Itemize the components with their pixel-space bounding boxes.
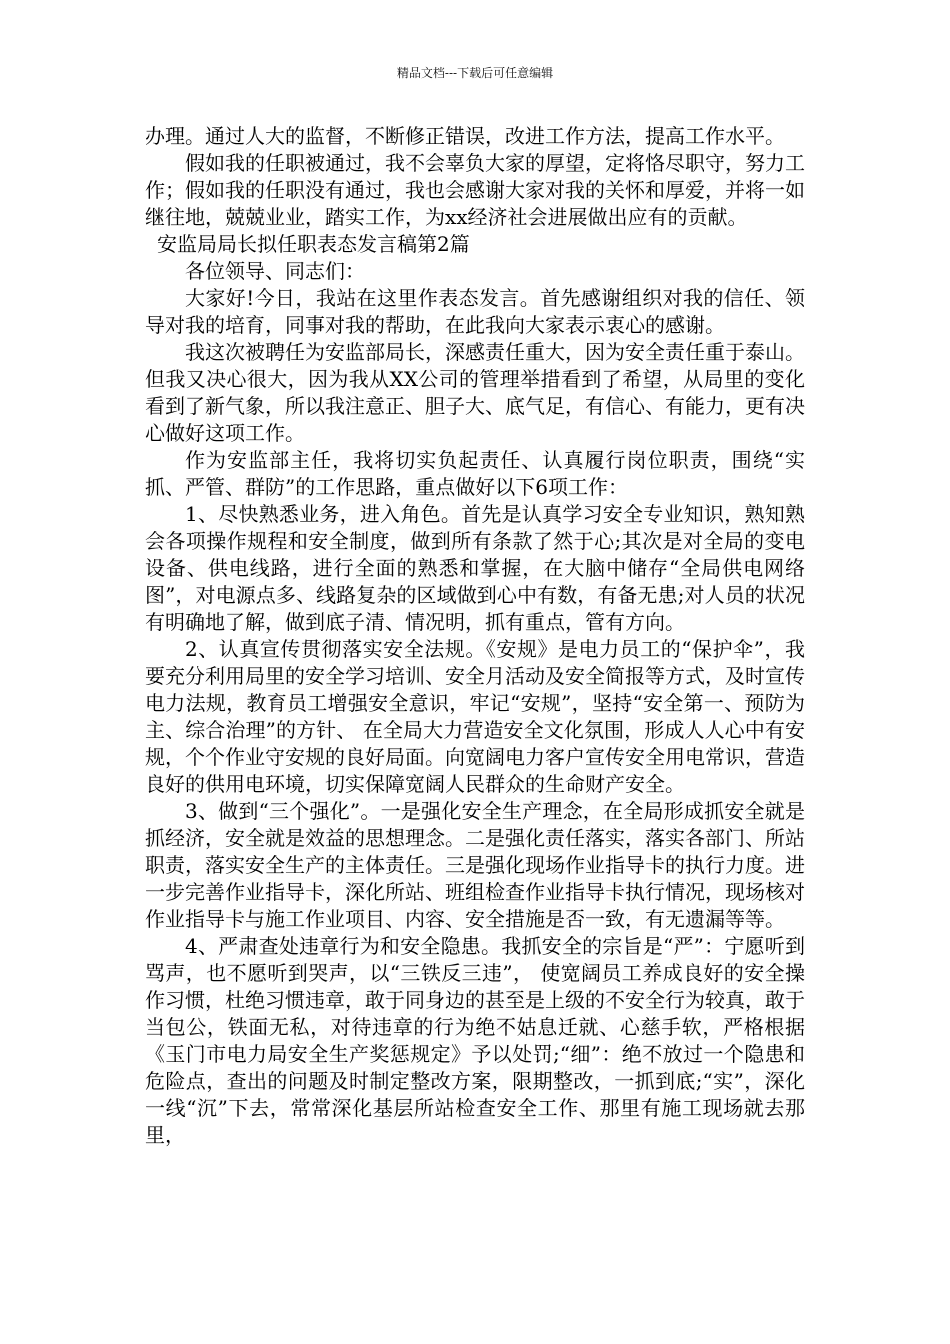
paragraph-item-1: 1、尽快熟悉业务，进入角色。首先是认真学习安全专业知识，熟知熟会各项操作规程和安全制度，做到所有条款了然于心;其次是对全局的变电设备、供电线路，进行全面的熟悉和掌握，在大脑中储存“全局供电网络图”，对电源点多、线路复杂的区域做到心中有数，有备无患;对人员的状况有明确地了解，做到底子清、情况明，抓有重点，管有方向。 — [145, 502, 805, 634]
section-title: 安监局局长拟任职表态发言稿第2篇 — [157, 232, 470, 256]
paragraph-item-3: 3、做到“三个强化”。一是强化安全生产理念，在全局形成抓安全就是抓经济，安全就是效益的思想理念。二是强化责任落实，落实各部门、所站职责，落实安全生产的主体责任。三是强化现场作业指导卡的执行力度。进一步完善作业指导卡，深化所站、班组检查作业指导卡执行情况，现场核对作业指导卡与施工作业项目、内容、安全措施是否一致，有无遗漏等等。 — [145, 799, 805, 931]
paragraph-appointment: 我这次被聘任为安监部局长，深感责任重大，因为安全责任重于泰山。但我又决心很大，因为我从XX公司的管理举措看到了希望，从局里的变化看到了新气象，所以我注意正、胆子大、底气足，有信心、有能力，更有决心做好这项工作。 — [145, 340, 805, 445]
paragraph-greeting: 大家好!今日，我站在这里作表态发言。首先感谢组织对我的信任、领导对我的培育，同事对我的帮助，在此我向大家表示衷心的感谢。 — [145, 286, 805, 337]
paragraph-item-2: 2、认真宣传贯彻落实安全法规。《安规》是电力员工的“保护伞”，我要充分利用局里的安全学习培训、安全月活动及安全简报等方式，及时宣传电力法规，教育员工增强安全意识，牢记“安规”，坚持“安全第一、预防为主、综合治理”的方针、 在全局大力营造安全文化氛围，形成人人心中有安规，个个作业守安规的良好局面。向宽阔电力客户宣传安全用电常识，营造良好的供用电环境，切实保障宽阔人民群众的生命财产安全。 — [145, 637, 805, 796]
paragraph-work-plan-intro: 作为安监部主任，我将切实负起责任、认真履行岗位职责，围绕“实抓、严管、群防”的工作思路，重点做好以下6项工作： — [145, 448, 805, 499]
page-header: 精品文档---下载后可任意编辑 — [396, 66, 554, 80]
document-body — [145, 123, 805, 1149]
salutation: 各位领导、同志们： — [185, 259, 365, 283]
paragraph-closing-statement: 假如我的任职被通过，我不会辜负大家的厚望，定将恪尽职守，努力工作；假如我的任职没有通过，我也会感谢大家对我的关怀和厚爱，并将一如继往地，兢兢业业，踏实工作，为xx经济社会进展做出应有的贡献。 — [145, 151, 805, 229]
paragraph-continuation: 办理。通过人大的监督，不断修正错误，改进工作方法，提高工作水平。 — [145, 124, 785, 148]
paragraph-item-4: 4、严肃查处违章行为和安全隐患。我抓安全的宗旨是“严”：宁愿听到骂声，也不愿听到哭声，以“三铁反三违”， 使宽阔员工养成良好的安全操作习惯，杜绝习惯违章，敢于同身边的甚至是上级的不安全行为较真，敢于当包公，铁面无私，对待违章的行为绝不姑息迁就、心慈手软，严格根据《玉门市电力局安全生产奖惩规定》予以处罚;“细”：绝不放过一个隐患和危险点，查出的问题及时制定整改方案，限期整改，一抓到底;“实”，深化一线“沉”下去，常常深化基层所站检查安全工作、那里有施工现场就去那里， — [145, 934, 805, 1147]
